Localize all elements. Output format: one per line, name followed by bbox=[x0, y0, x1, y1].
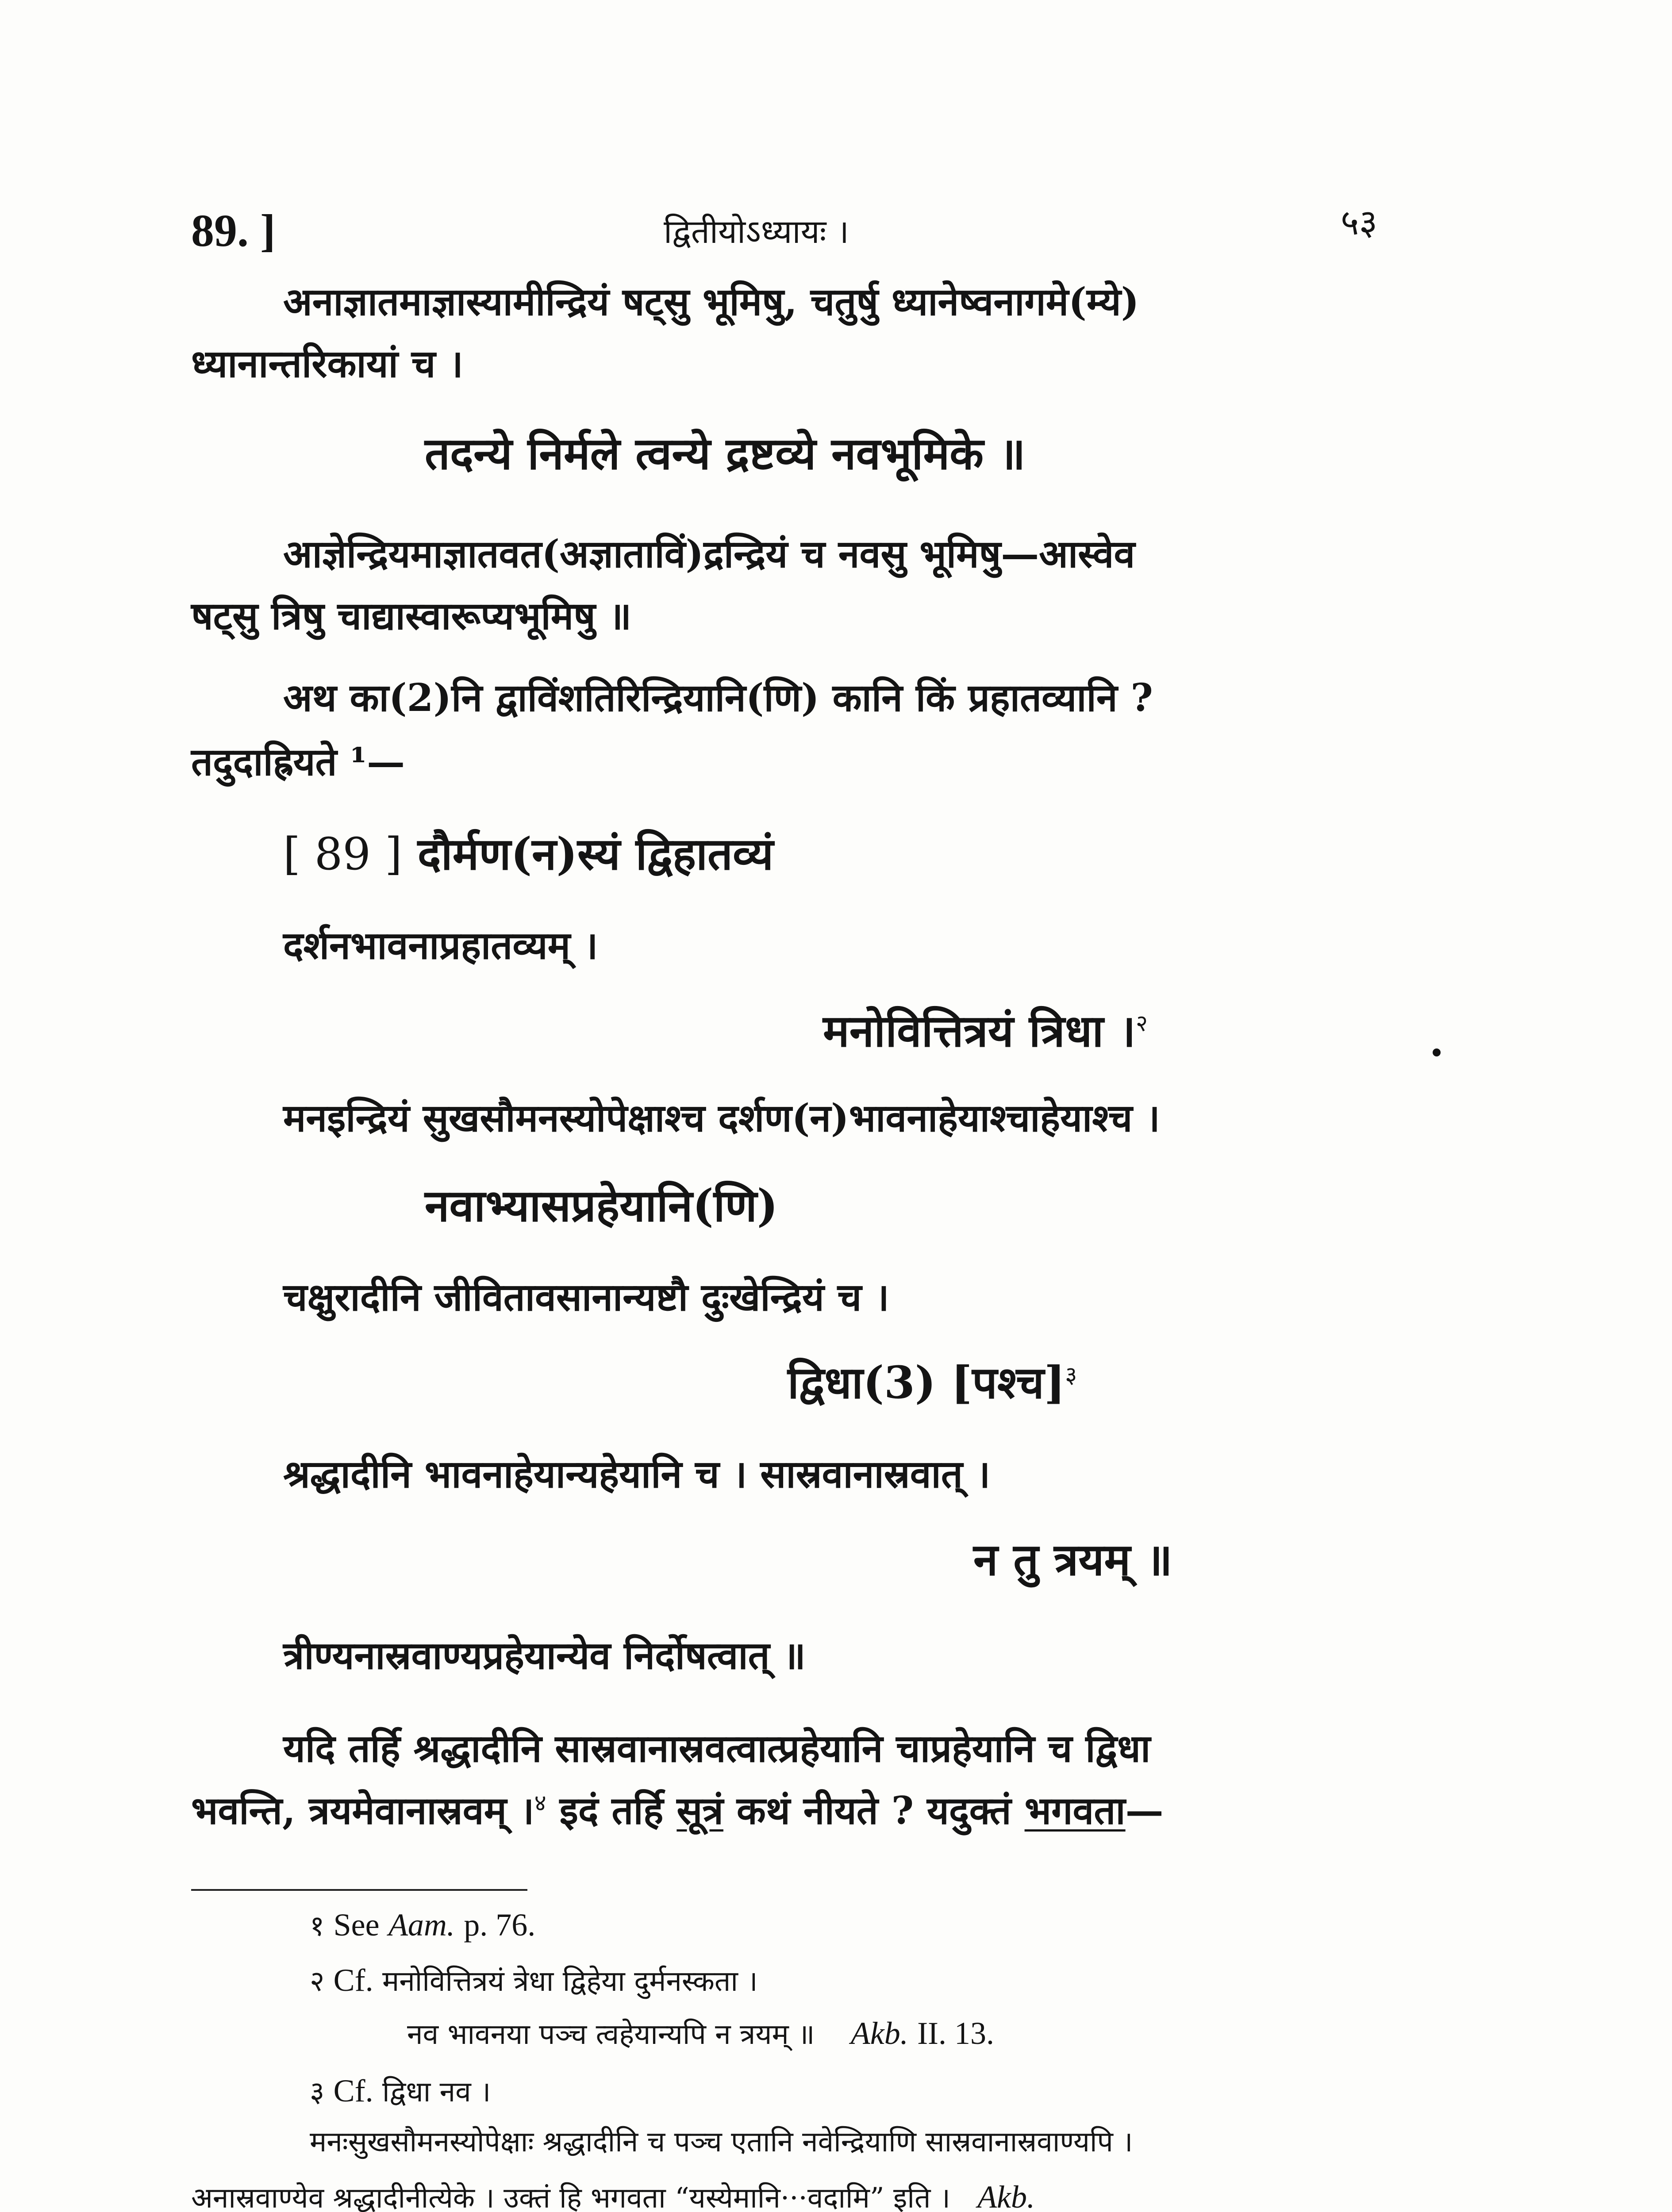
footnote-rule bbox=[191, 1889, 527, 1891]
paragraph-8: त्रीण्यनास्रवाण्यप्रहेयान्येव निर्दोषत्वात् ॥ bbox=[283, 1633, 806, 1678]
paragraph-3-line-2: तदुदाह्रियते ¹— bbox=[191, 740, 405, 784]
paragraph-9-line-2 bbox=[191, 1788, 1164, 1833]
footnote-ref-4: ४ bbox=[534, 1790, 546, 1816]
footnote-ref-3: ३ bbox=[1065, 1362, 1077, 1389]
paragraph-9-line-2-part-a: भवन्ति, त्रयमेवानास्रवम् । bbox=[191, 1788, 534, 1833]
verse-6: न तु त्रयम् ॥ bbox=[973, 1533, 1172, 1586]
page-number: ५३ bbox=[1341, 202, 1378, 243]
underlined-bhagavata: भगवता bbox=[1024, 1788, 1126, 1833]
footnote-2-line-1 bbox=[310, 1964, 758, 1996]
footnote-1-page: p. 76. bbox=[464, 1907, 536, 1943]
paragraph-1-line-1: अनाज्ञातमाज्ञास्यामीन्द्रियं षट्सु भूमिषु, चतुर्षु ध्यानेष्वनागमे(म्ये) bbox=[283, 280, 1139, 324]
footnote-2-line-2 bbox=[407, 2017, 994, 2049]
footnote-2-ref: Akb. bbox=[850, 2016, 908, 2051]
footnote-2-cf: Cf. bbox=[333, 1962, 373, 1998]
footnote-2-mark: २ bbox=[310, 1965, 325, 1998]
footnote-ref-2: २ bbox=[1135, 1010, 1148, 1037]
footnote-3-verse: द्विधा नव । bbox=[382, 2076, 491, 2108]
chapter-title: द्वितीयोऽध्यायः । bbox=[664, 213, 849, 251]
footnote-3-cf: Cf. bbox=[333, 2073, 373, 2108]
paragraph-4: दर्शनभावनाप्रहातव्यम् । bbox=[283, 923, 598, 968]
paragraph-3-line-1: अथ का(2)नि द्वाविंशतिरिन्द्रियानि(णि) कानि किं प्रहातव्यानि ? bbox=[283, 676, 1153, 720]
verse-2 bbox=[283, 828, 774, 880]
footnote-3-line-3 bbox=[191, 2181, 1035, 2212]
footnote-2-loc: II. 13. bbox=[917, 2016, 995, 2051]
paragraph-9-line-2-part-b: इदं तर्हि bbox=[559, 1788, 664, 1833]
verse-3-text: मनोवित्तित्रयं त्रिधा । bbox=[823, 1005, 1136, 1057]
footnote-1-ref: Aam. bbox=[388, 1907, 455, 1943]
verse-5 bbox=[788, 1356, 1077, 1409]
footnote-1-mark: १ bbox=[310, 1910, 325, 1943]
footnote-2-verse-1: मनोवित्तित्रयं त्रेधा द्विहेया दुर्मनस्कता । bbox=[382, 1965, 758, 1998]
section-number: 89. ] bbox=[191, 205, 276, 256]
verse-1: तदन्ये निर्मले त्वन्ये द्रष्टव्ये नवभूमिके ॥ bbox=[425, 427, 1026, 480]
paragraph-5: मनइन्द्रियं सुखसौमनस्योपेक्षाश्च दर्शण(न)भावनाहेयाश्चाहेयाश्च । bbox=[283, 1096, 1161, 1141]
paragraph-6: चक्षुरादीनि जीवितावसानान्यष्टौ दुःखेन्द्रियं च । bbox=[283, 1275, 889, 1320]
verse-3 bbox=[823, 1005, 1148, 1057]
footnote-3-mark: ३ bbox=[310, 2076, 325, 2108]
footnote-3-line-2: मनःसुखसौमनस्योपेक्षाः श्रद्धादीनि च पञ्च एतानि नवेन्द्रियाणि सास्रवानास्रवाण्यपि । bbox=[310, 2126, 1133, 2158]
paragraph-1-line-2: ध्यानान्तरिकायां च । bbox=[191, 342, 464, 386]
paragraph-7: श्रद्धादीनि भावनाहेयान्यहेयानि च । सास्रवानास्रवात् । bbox=[283, 1452, 991, 1497]
ink-speck bbox=[1433, 1048, 1441, 1056]
footnote-1 bbox=[310, 1909, 535, 1941]
paragraph-2-line-2: षट्सु त्रिषु चाद्यास्वारूप्यभूमिषु ॥ bbox=[191, 594, 632, 638]
verse-2-text: दौर्मण(न)स्यं द्विहातव्यं bbox=[417, 828, 774, 880]
verse-5-text: द्विधा(3) [पश्च] bbox=[788, 1356, 1065, 1409]
paragraph-9-line-2-part-c: कथं नीयते ? यदुक्तं bbox=[736, 1788, 1011, 1833]
verse-4: नवाभ्यासप्रहेयानि(णि) bbox=[425, 1179, 778, 1232]
paragraph-9-line-1: यदि तर्हि श्रद्धादीनि सास्रवानास्रवत्वात्प्रहेयानि चाप्रहेयानि च द्विधा bbox=[283, 1726, 1151, 1771]
footnote-1-see: See bbox=[333, 1907, 380, 1943]
underlined-sutra: सूत्रं bbox=[676, 1788, 723, 1833]
verse-2-number: [ 89 ] bbox=[283, 828, 402, 880]
paragraph-2-line-1: आज्ञेन्द्रियमाज्ञातवत(अज्ञाताविं)द्रन्द्रियं च नवसु भूमिषु—आस्वेव bbox=[283, 532, 1135, 576]
footnote-3-line-3-text: अनास्रवाण्येव श्रद्धादीनीत्येके । उक्तं हि भगवता “यस्येमानि···वदामि” इति । bbox=[191, 2182, 951, 2212]
footnote-2-verse-2: नव भावनया पञ्च त्वहेयान्यपि न त्रयम् ॥ bbox=[407, 2018, 815, 2051]
paragraph-9-line-2-dash: — bbox=[1125, 1788, 1164, 1833]
footnote-3-line-1 bbox=[310, 2075, 491, 2107]
footnote-3-ref-akb: Akb. bbox=[977, 2179, 1035, 2212]
